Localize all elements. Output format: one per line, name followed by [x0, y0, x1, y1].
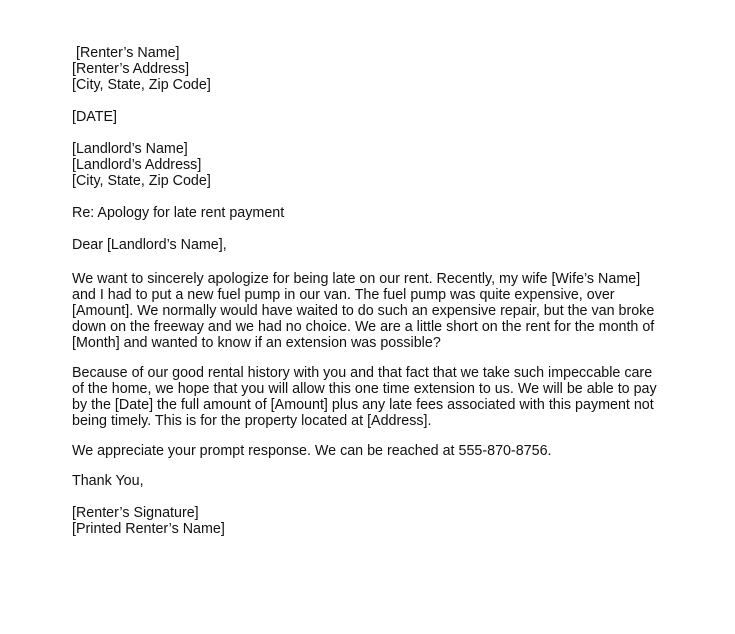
landlord-address-block [72, 141, 672, 189]
body-paragraph-3: We appreciate your prompt response. We can be reached at 555-870-8756. [72, 443, 552, 459]
renter-name: [Renter’s Name] [72, 45, 180, 61]
renter-address-block [72, 45, 672, 93]
printed-renter-name: [Printed Renter’s Name] [72, 521, 225, 537]
letter-document [72, 45, 672, 537]
signature-block [72, 505, 672, 537]
landlord-name: [Landlord’s Name] [72, 141, 188, 157]
salutation: Dear [Landlord’s Name], [72, 237, 227, 253]
letter-date: [DATE] [72, 109, 118, 125]
date-block [72, 109, 672, 125]
body-paragraph-1: We want to sincerely apologize for being late on our rent. Recently, my wife [Wife’s Name] and I had to put a new fuel pump in our van. The fuel pump was quite expensive, over [Amount]. We normally would have waited to do such an expensive repair, but the van broke down on the freeway and we had no choice. We are a little short on the rent for the month of [Month] and wanted to know if an extension was possible? [72, 271, 655, 351]
landlord-city-state-zip: [City, State, Zip Code] [72, 173, 211, 189]
renter-address: [Renter’s Address] [72, 61, 190, 77]
renter-city-state-zip: [City, State, Zip Code] [72, 77, 211, 93]
subject-line: Re: Apology for late rent payment [72, 205, 285, 221]
renter-signature: [Renter’s Signature] [72, 505, 199, 521]
closing: Thank You, [72, 473, 144, 489]
body-paragraph-2: Because of our good rental history with you and that fact that we take such impeccable care of the home, we hope that you will allow this one time extension to us. We will be able to pay by the [Date] the full amount of [Amount] plus any late fees associated with this payment not being timely. This is for the property located at [Address]. [72, 365, 657, 429]
landlord-address: [Landlord’s Address] [72, 157, 202, 173]
